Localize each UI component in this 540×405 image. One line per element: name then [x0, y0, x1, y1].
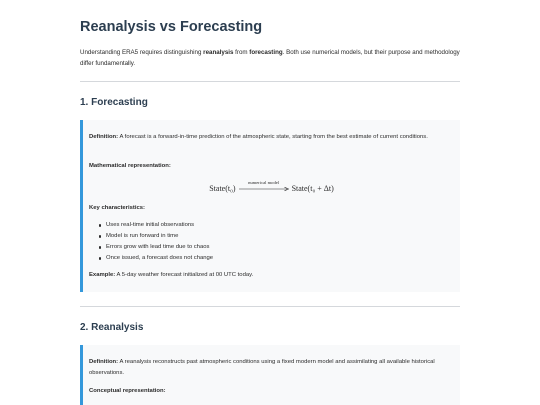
reanalysis-callout	[80, 345, 460, 405]
definition-paragraph	[89, 357, 451, 379]
characteristics-list	[89, 220, 213, 264]
example-text: A 5-day weather forecast initialized at 00 UTC today.	[116, 272, 254, 278]
key-characteristics-label: Key characteristics:	[89, 205, 145, 211]
example-paragraph	[89, 270, 451, 280]
math-representation-label: Mathematical representation:	[89, 163, 171, 169]
definition-paragraph	[89, 132, 451, 143]
arrow-label: numerical model	[248, 180, 280, 185]
list-item-text: Errors grow with lead time due to chaos	[106, 244, 210, 250]
list-item-text: Model is run forward in time	[106, 233, 179, 239]
intro-bold-term: forecasting	[249, 49, 283, 56]
bullet-icon	[99, 257, 101, 259]
section-divider	[80, 81, 460, 82]
section-heading-forecasting: 1. Forecasting	[80, 97, 148, 108]
intro-bold-term: reanalysis	[203, 49, 234, 56]
section-divider	[80, 306, 460, 307]
intro-paragraph	[80, 47, 462, 69]
example-label: Example:	[89, 272, 116, 278]
intro-text: Understanding ERA5 requires distinguishing	[80, 49, 202, 56]
equation-arrow	[238, 180, 290, 198]
definition-label: Definition:	[89, 359, 119, 365]
intro-text: . Both use numerical models, but their purpose and methodology differ fundamentally.	[80, 49, 460, 67]
intro-text: from	[235, 49, 248, 56]
list-item	[89, 231, 213, 242]
bullet-icon	[99, 224, 101, 226]
forecasting-callout	[80, 120, 460, 292]
equation-rhs: State(t₀ + Δt)	[291, 184, 334, 193]
list-item	[89, 220, 213, 231]
math-equation	[83, 180, 460, 198]
definition-label: Definition:	[89, 134, 119, 140]
section-heading-reanalysis: 2. Reanalysis	[80, 322, 144, 333]
right-arrow-icon	[238, 186, 290, 192]
list-item-text: Uses real-time initial observations	[106, 222, 195, 228]
definition-text: A reanalysis reconstructs past atmospheric conditions using a fixed modern model and assimilating all available historical observations.	[89, 359, 435, 376]
list-item	[89, 253, 213, 264]
equation-lhs: State(t₀)	[209, 184, 236, 193]
conceptual-representation-label: Conceptual representation:	[89, 388, 166, 394]
definition-text: A forecast is a forward-in-time prediction of the atmospheric state, starting from the best estimate of current conditions.	[119, 134, 428, 140]
bullet-icon	[99, 235, 101, 237]
bullet-icon	[99, 246, 101, 248]
list-item	[89, 242, 213, 253]
list-item-text: Once issued, a forecast does not change	[106, 255, 214, 261]
page-title: Reanalysis vs Forecasting	[80, 19, 263, 35]
